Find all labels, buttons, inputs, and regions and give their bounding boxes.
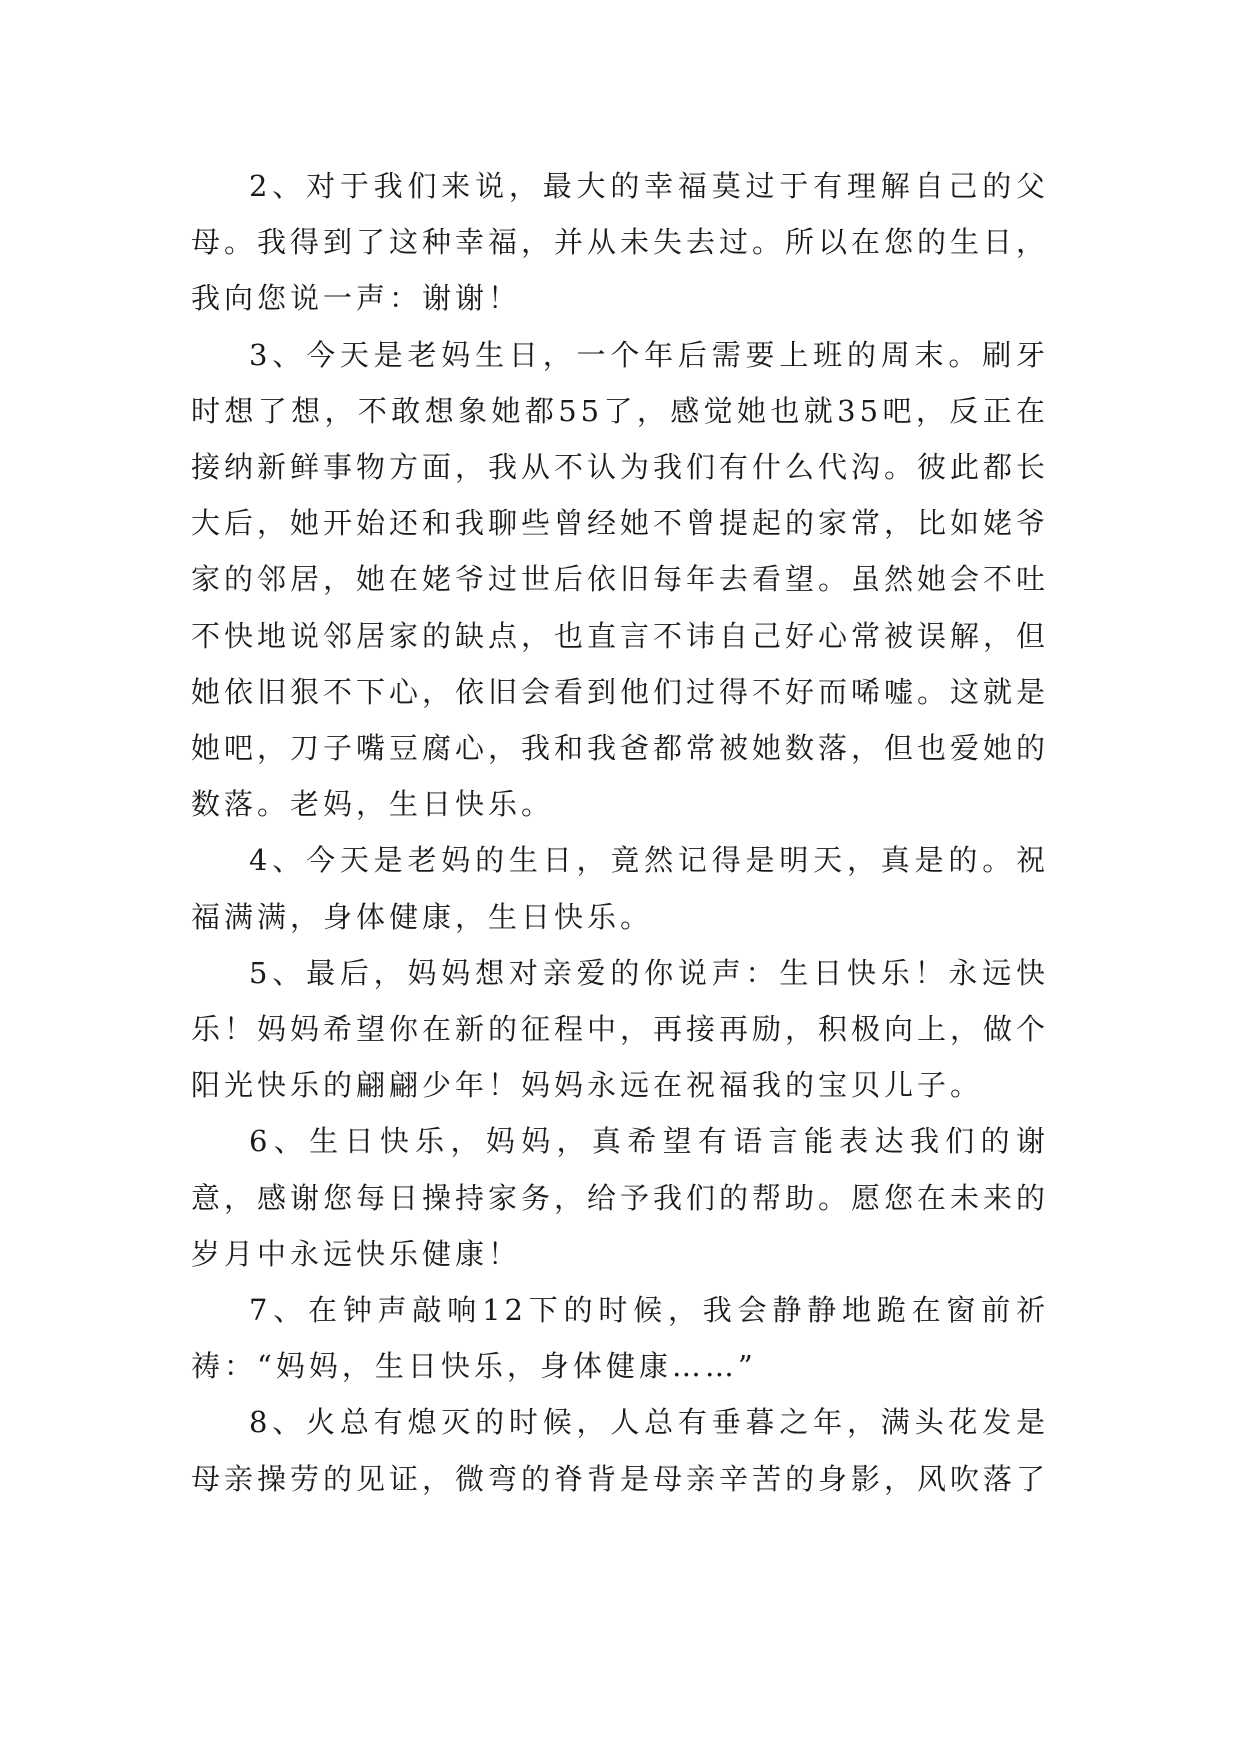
paragraph-3: 3、今天是老妈生日，一个年后需要上班的周末。刷牙时想了想，不敢想象她都55了，感觉她也就35吧，反正在接纳新鲜事物方面，我从不认为我们有什么代沟。彼此都长大后，她开始还和我聊些曾经她不曾提起的家常，比如姥爷家的邻居，她在姥爷过世后依旧每年去看望。虽然她会不吐不快地说邻居家的缺点，也直言不讳自己好心常被误解，但她依旧狠不下心，依旧会看到他们过得不好而唏嘘。这就是她吧，刀子嘴豆腐心，我和我爸都常被她数落，但也爱她的数落。老妈，生日快乐。: [191, 337, 1050, 822]
paragraph-6: 6、生日快乐，妈妈，真希望有语言能表达我们的谢意，感谢您每日操持家务，给予我们的帮助。愿您在未来的岁月中永远快乐健康！: [191, 1124, 1050, 1271]
paragraph-8: 8、火总有熄灭的时候，人总有垂暮之年，满头花发是母亲操劳的见证，微弯的脊背是母亲辛苦的身影，风吹落了: [191, 1405, 1050, 1496]
document-body: [191, 158, 1049, 1507]
paragraph-5: 5、最后，妈妈想对亲爱的你说声：生日快乐！永远快乐！妈妈希望你在新的征程中，再接再励，积极向上，做个阳光快乐的翩翩少年！妈妈永远在祝福我的宝贝儿子。: [191, 955, 1050, 1103]
paragraph-2: 2、对于我们来说，最大的幸福莫过于有理解自己的父母。我得到了这种幸福，并从未失去过。所以在您的生日，我向您说一声：谢谢！: [191, 169, 1050, 316]
paragraph-7: 7、在钟声敲响12下的时候，我会静静地跪在窗前祈祷：“妈妈，生日快乐，身体健康……”: [191, 1293, 1049, 1384]
paragraph-4: 4、今天是老妈的生日，竟然记得是明天，真是的。祝福满满，身体健康，生日快乐。: [191, 843, 1049, 934]
